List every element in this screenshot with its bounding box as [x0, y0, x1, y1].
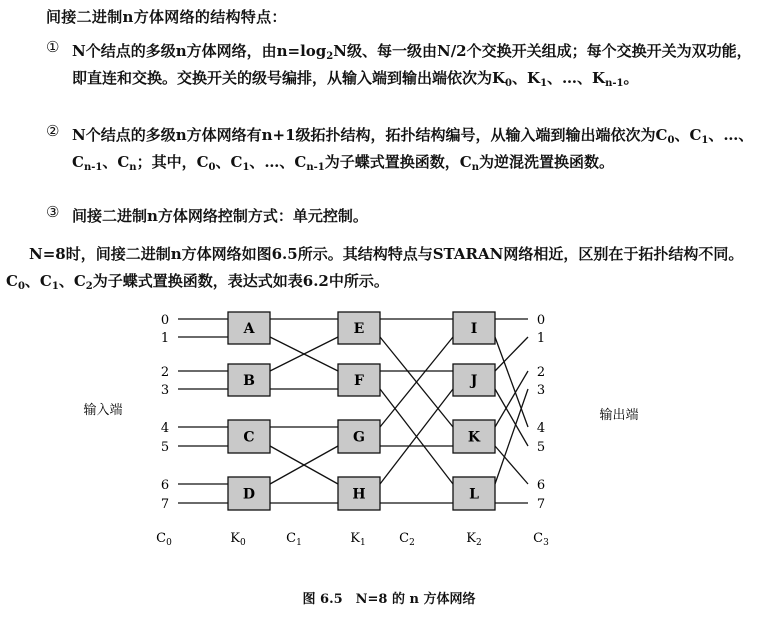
wire-output-1: [495, 337, 528, 427]
input-port-7: 7: [160, 497, 170, 512]
output-port-2: 2: [536, 365, 546, 380]
stage-label-k1: $K_1$: [350, 531, 366, 548]
item-text: N个结点的多级n方体网络，由$n=\log_2N$级、每一级由N/2个交换开关组成；每个交换开关为双功能，即直连和交换。交换开关的级号编排，从输入端到输出端依次为$K_0$、$K_1$、…、$K_{n-1}$。: [72, 42, 752, 89]
list-item-3: [46, 203, 761, 230]
input-port-3: 3: [160, 383, 170, 398]
switch-label-j: J: [470, 373, 478, 389]
output-port-0: 0: [536, 313, 546, 328]
output-port-4: 4: [536, 421, 546, 436]
switch-label-k: K: [467, 429, 481, 446]
n-cube-network-diagram: [0, 300, 778, 560]
switch-label-l: L: [469, 486, 479, 503]
stage-label-c1: $C_1$: [286, 531, 302, 548]
switch-label-a: A: [243, 321, 255, 337]
stage-label-c2: $C_2$: [399, 531, 415, 548]
input-port-2: 2: [160, 365, 170, 380]
output-port-1: 1: [536, 331, 546, 346]
item-text: N个结点的多级n方体网络有n+1级拓扑结构，拓扑结构编号，从输入端到输出端依次为$C_0$、$C_1$、…、$C_{n-1}$、$C_n$；其中，$C_0$、$C_1$、…、$C_{n-1}$为子蝶式置换函数，$C_n$为逆混洗置换函数。: [72, 126, 754, 173]
switch-label-e: E: [353, 321, 365, 337]
input-port-6: 6: [160, 478, 170, 493]
body-paragraph: N=8时，间接二进制n方体网络如图6.5所示。其结构特点与STARAN网络相近，区别在于拓扑结构不同。$C_0$、$C_1$、$C_2$为子蝶式置换函数，表达式如表6.2中所示。: [6, 245, 744, 292]
input-port-4: 4: [160, 421, 170, 436]
list-item-1: [46, 38, 761, 92]
output-port-6: 6: [536, 478, 546, 493]
output-port-5: 5: [536, 440, 546, 455]
input-side-label: 输入端: [83, 403, 123, 418]
figure-6-5: [0, 300, 778, 560]
stage-label-c3: $C_3$: [533, 531, 549, 548]
list-item-2: [46, 122, 761, 176]
input-port-5: 5: [160, 440, 170, 455]
switch-label-d: D: [242, 486, 256, 503]
switch-label-h: H: [352, 486, 366, 503]
input-port-0: 0: [160, 313, 170, 328]
section-heading: 间接二进制n方体网络的结构特点：: [46, 8, 287, 26]
output-side-label: 输出端: [599, 408, 639, 423]
wire-output-5: [495, 446, 528, 484]
stage-label-k2: $K_2$: [466, 531, 482, 548]
stage-label-k0: $K_0$: [230, 531, 246, 548]
wire-output-2: [495, 337, 528, 371]
stage-label-c0: $C_0$: [156, 531, 172, 548]
input-port-1: 1: [160, 331, 170, 346]
switch-label-f: F: [354, 373, 364, 389]
item-text: 间接二进制n方体网络控制方式：单元控制。: [72, 207, 368, 225]
switch-label-i: I: [470, 321, 478, 337]
item-number: ③: [46, 203, 60, 221]
switch-label-c: C: [243, 429, 255, 446]
switch-label-g: G: [353, 429, 365, 446]
output-port-3: 3: [536, 383, 546, 398]
output-port-7: 7: [536, 497, 546, 512]
item-number: ①: [46, 38, 60, 56]
item-number: ②: [46, 122, 60, 140]
switch-label-b: B: [243, 373, 255, 389]
figure-caption: 图 6.5 N=8 的 n 方体网络: [302, 592, 476, 607]
